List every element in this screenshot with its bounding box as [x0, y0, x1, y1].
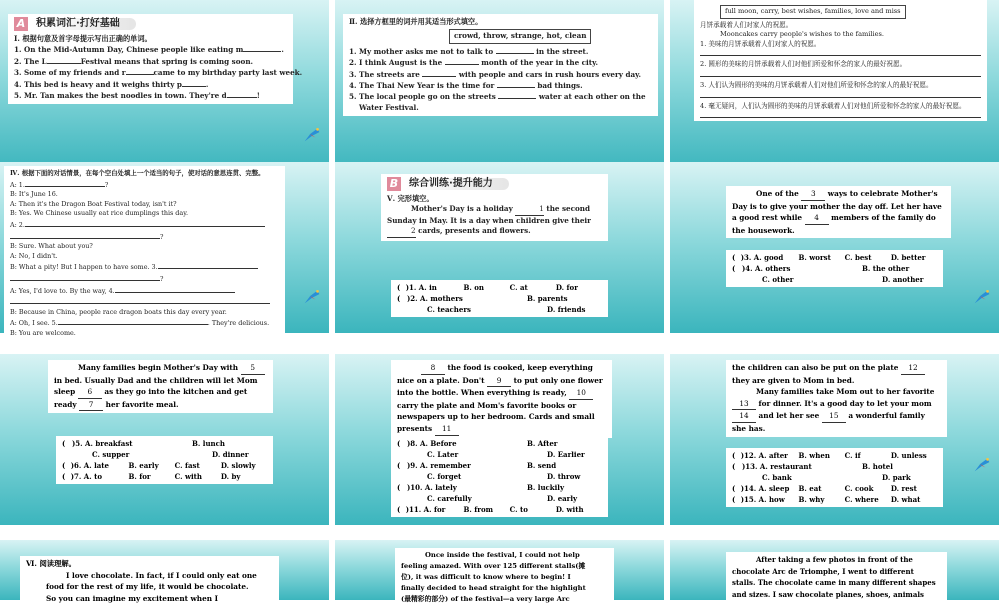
dialog-line: A: No, I didn't.	[10, 251, 58, 260]
dialog-line: A: Oh, I see. 5. . They're delicious.	[10, 319, 270, 328]
option-row[interactable]: ( )3. A. good B. worst C. best D. better	[732, 253, 926, 262]
dialog-line: B: Because in China, people race dragon boats this day every year.	[10, 307, 227, 316]
option-row[interactable]: ( )13. A. restaurant B. hotel	[732, 462, 893, 471]
exercise-header: Ⅳ. 根据下面的对话情景，在每个空白处填上一个适当的句子，使对话的意思连贯、完整。	[10, 169, 265, 177]
slide-6[interactable]	[670, 162, 999, 333]
slide-10[interactable]	[0, 540, 329, 603]
parrot-icon	[301, 123, 323, 145]
option-row[interactable]: ( )7. A. to B. for C. with D. by	[62, 472, 241, 481]
answer-line-3	[700, 91, 981, 98]
word-box: crowd, throw, strange, hot, clean	[349, 27, 652, 45]
item-5: 5. The local people go on the streets water at each other on the	[349, 92, 646, 102]
parrot-icon	[971, 285, 993, 307]
answer-line-4	[700, 111, 981, 118]
dialog-line: B: It's June 16.	[10, 190, 58, 199]
cloze-options	[391, 436, 608, 517]
slide-11[interactable]	[335, 540, 664, 603]
item-2: 2. I think August is the month of the year in the city.	[349, 58, 598, 68]
section-a-header	[14, 17, 287, 31]
item-1: 1. My mother asks me not to talk to in the street.	[349, 46, 589, 56]
item-3: 3. Some of my friends and r came to my birthday party last week.	[14, 68, 303, 78]
word-box: full moon, carry, best wishes, families, love and miss	[700, 3, 981, 21]
exercise-header: Ⅱ. 选择方框里的词并用其适当形式填空。	[349, 17, 483, 26]
item-1: 1. 美味的月饼承载着人们对家人的祝愿。	[700, 39, 821, 48]
dialog-line: A: Then it's the Dragon Boat Festival today, isn't it?	[10, 199, 177, 208]
dialog-line: B: Sure. What about you?	[10, 242, 93, 251]
dialog-line: B: What a pity! But I happen to have some. 3.	[10, 261, 279, 273]
slide-2[interactable]	[335, 0, 664, 171]
slide-9[interactable]	[670, 354, 999, 525]
dialog-line: B: You are welcome.	[10, 328, 76, 337]
example-en: Mooncakes carry people's wishes to the families.	[720, 30, 885, 39]
slide-1-panel	[8, 14, 303, 104]
slide-4[interactable]	[0, 162, 329, 337]
cloze-options	[726, 250, 943, 287]
passage-line: chocolate Arc de Triomphe, I went to different	[732, 566, 914, 576]
answer-line-2	[700, 70, 981, 77]
cloze-options	[56, 436, 273, 484]
item-2: 2. The L Festival means that spring is coming soon.	[14, 56, 254, 66]
slide-7[interactable]	[0, 354, 329, 525]
cloze-passage: One of the 3 ways to celebrate Mother's Day is to give your mother the day off. Let her have a good rest while 4 members of the family do the housework.	[726, 186, 951, 238]
slide-5[interactable]	[335, 162, 664, 333]
reading-passage	[726, 552, 947, 602]
exercise-header: Ⅴ. 完形填空。	[387, 194, 434, 203]
slide-4-panel	[4, 166, 285, 342]
parrot-icon	[971, 453, 993, 475]
item-3: 3. 人们认为圆形的美味的月饼承载着人们对他们所爱和怀念的家人的最好祝愿。	[700, 80, 933, 89]
option-row[interactable]: C. forget D. throw	[427, 472, 581, 481]
option-row[interactable]: ( )6. A. late B. early C. fast D. slowly	[62, 461, 256, 470]
section-b-badge: B	[387, 177, 401, 191]
option-row[interactable]: ( )4. A. others B. the other	[732, 264, 910, 273]
item-2: 2. 圆形的美味的月饼承载着人们对他们所爱和怀念的家人的最好祝愿。	[700, 60, 907, 69]
passage-line: feeling amazed. With over 125 different stalls(摊	[401, 562, 586, 570]
cloze-passage: Mother's Day is a holiday 1 the second Sunday in May. It is a day when children give their 2 cards, presents and flowers.	[387, 204, 602, 237]
option-row[interactable]: C. Later D. Earlier	[427, 450, 585, 459]
passage-line: food for the rest of my life, it would be chocolate.	[46, 582, 249, 592]
item-1: 1. On the Mid-Autumn Day, Chinese people like eating m .	[14, 45, 284, 55]
passage-line: (最精彩的部分) of the festival—a very large Arc	[401, 595, 570, 603]
option-row[interactable]: ( )14. A. sleep B. eat C. cook D. rest	[732, 484, 917, 493]
passage-line: and sizes. I saw chocolate planes, shoes, animals	[732, 589, 924, 599]
passage-line: So you can imagine my excitement when I	[46, 593, 219, 603]
section-a-title: 积累词汇·打好基础	[32, 18, 136, 30]
cloze-passage: the children can also be put on the plate 12 they are given to Mom in bed. Many families take Mom out to her favorite 13 for dinner. It's a good day to let your mom 14 and let her see 15 a wonderful family she has.	[726, 360, 947, 437]
cloze-options	[726, 448, 943, 507]
slide-3-panel	[694, 0, 987, 121]
slide-8[interactable]	[335, 354, 664, 525]
option-row[interactable]: ( )8. A. Before B. After	[397, 439, 558, 448]
option-row[interactable]: ( )5. A. breakfast B. lunch	[62, 439, 225, 448]
item-5: 5. Mr. Tan makes the best noodles in town. They're d !	[14, 91, 260, 101]
exercise-header: Ⅰ. 根据句意及首字母提示写出正确的单词。	[14, 34, 152, 43]
section-b-title: 综合训练·提升能力	[405, 178, 509, 190]
item-4: 4. The Thai New Year is the time for bad things.	[349, 81, 583, 91]
passage-line: finally decided to head straight for the highlight	[401, 584, 586, 592]
option-row[interactable]: C. teachers D. friends	[427, 305, 586, 314]
passage-line: 位), it was difficult to know where to begin! I	[401, 573, 571, 581]
passage-line: After taking a few photos in front of the	[756, 555, 913, 564]
passage-line: Once inside the festival, I could not help	[425, 551, 580, 559]
dialog-blank	[10, 296, 279, 308]
slide-2-panel	[343, 14, 658, 116]
option-row[interactable]: ( )11. A. for B. from C. to D. with	[397, 505, 584, 514]
cloze-passage: Many families begin Mother's Day with 5 in bed. Usually Dad and the children will let Mom sleep 6 as they go into the kitchen and get ready 7 her favorite meal.	[48, 360, 273, 413]
option-row[interactable]: ( )9. A. remember B. send	[397, 461, 557, 470]
parrot-icon	[301, 285, 323, 307]
option-row[interactable]: ( )10. A. lately B. luckily	[397, 483, 565, 492]
item-3: 3. The streets are with people and cars in rush hours every day.	[349, 69, 641, 79]
exercise-header: Ⅵ. 阅读理解。	[26, 559, 76, 568]
item-4: 4. 毫无疑问，人们认为圆形的美味的月饼承载着人们对他们所爱和怀念的家人的最好祝愿。	[700, 101, 966, 110]
reading-passage	[395, 548, 614, 607]
dialog-line: B: Yes. We Chinese usually eat rice dumplings this day.	[10, 209, 188, 218]
option-row[interactable]: C. supper D. dinner	[92, 450, 249, 459]
option-row[interactable]: C. other D. another	[762, 275, 924, 284]
cloze-passage: 8 the food is cooked, keep everything nice on a plate. Don't 9 to put only one flower into the bottle. When everything is ready, 10 carry the plate and Mom's favorite books or newspapers up to her bedroom. Cards and small presents 11	[391, 360, 612, 438]
reading-passage	[20, 556, 279, 606]
dialog-line: A: 1. ?	[10, 180, 109, 189]
section-b-header	[387, 177, 602, 191]
option-row[interactable]: C. carefully D. early	[427, 494, 578, 503]
dialog-blank: ?	[10, 231, 279, 243]
option-row[interactable]: ( )2. A. mothers B. parents	[397, 294, 568, 303]
answer-line-1	[700, 49, 981, 56]
option-row[interactable]: ( )15. A. how B. why C. where D. what	[732, 495, 921, 504]
slide-1[interactable]	[0, 0, 329, 171]
dialog-blank: ?	[10, 273, 279, 285]
dialog-line: A: 2.	[10, 219, 279, 231]
item-5-tail: Water Festival.	[359, 102, 419, 112]
option-row[interactable]: ( )12. A. after B. when C. if D. unless	[732, 451, 927, 460]
passage-line: stalls. The chocolate came in many different shapes	[732, 578, 936, 587]
cloze-options	[391, 280, 608, 317]
slide-12[interactable]	[670, 540, 999, 600]
dialog-line: A: Yes, I'd love to. By the way, 4.	[10, 285, 279, 297]
slide-3[interactable]	[670, 0, 999, 171]
passage-line: I love chocolate. In fact, if I could only eat one	[66, 570, 257, 580]
section-a-badge: A	[14, 17, 28, 31]
example-cn: 月饼承载着人们对家人的祝愿。	[700, 20, 793, 29]
option-row[interactable]: ( )1. A. in B. on C. at D. for	[397, 283, 578, 292]
item-4: 4. This bed is heavy and it weighs thirty p .	[14, 79, 209, 89]
slide-5-header-panel	[381, 174, 608, 241]
option-row[interactable]: C. bank D. park	[762, 473, 911, 482]
